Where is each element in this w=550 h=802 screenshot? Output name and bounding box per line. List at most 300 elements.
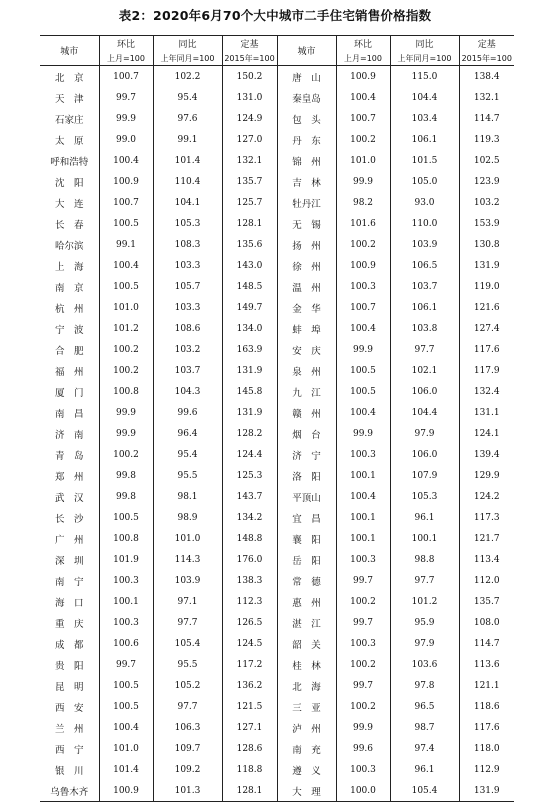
cell-yoy-right: 97.9 <box>390 633 459 654</box>
cell-city-left: 南 京 <box>40 276 99 297</box>
cell-base-left: 143.7 <box>222 486 277 507</box>
cell-mom-right: 99.9 <box>336 423 390 444</box>
cell-base-left: 138.3 <box>222 570 277 591</box>
cell-base-right: 117.3 <box>473 512 500 523</box>
cell-yoy-right: 101.2 <box>390 591 459 612</box>
cell-mom-left: 99.7 <box>99 654 153 675</box>
cell-yoy-left: 102.2 <box>153 66 222 88</box>
cell-yoy-left: 97.7 <box>153 696 222 717</box>
cell-base-left: 127.1 <box>222 717 277 738</box>
cell-yoy-right: 106.0 <box>390 381 459 402</box>
cell-yoy-right: 101.5 <box>390 150 459 171</box>
table-row <box>40 612 514 633</box>
cell-city-left: 天 津 <box>40 87 99 108</box>
cell-base-left: 134.0 <box>222 318 277 339</box>
cell-mom-left: 100.3 <box>99 612 153 633</box>
cell-mom-left: 100.9 <box>99 171 153 192</box>
cell-base-left: 135.7 <box>222 171 277 192</box>
cell-city-right: 常 德 <box>277 570 336 591</box>
cell-base-right: 132.1 <box>473 92 500 103</box>
cell-city-right: 牡丹江 <box>277 192 336 213</box>
cell-base-right: 121.7 <box>473 533 500 544</box>
cell-base-right: 113.4 <box>473 554 500 565</box>
cell-yoy-left: 101.4 <box>153 150 222 171</box>
cell-city-right: 徐 州 <box>277 255 336 276</box>
table-row <box>40 381 514 402</box>
cell-yoy-right: 105.0 <box>390 171 459 192</box>
cell-city-left: 厦 门 <box>40 381 99 402</box>
cell-base-left: 127.0 <box>222 129 277 150</box>
cell-base-right: 124.2 <box>473 491 500 502</box>
header-yoy-left: 同比 <box>153 36 222 52</box>
cell-base-left: 117.2 <box>222 654 277 675</box>
cell-yoy-right: 106.0 <box>390 444 459 465</box>
cell-mom-left: 100.2 <box>99 444 153 465</box>
cell-base-right: 114.7 <box>473 638 500 649</box>
cell-city-left: 重 庆 <box>40 612 99 633</box>
cell-yoy-left: 108.6 <box>153 318 222 339</box>
cell-base-left: 131.9 <box>222 360 277 381</box>
cell-city-right: 蚌 埠 <box>277 318 336 339</box>
cell-mom-right: 100.3 <box>336 759 390 780</box>
cell-mom-left: 99.7 <box>99 87 153 108</box>
cell-base-right: 121.6 <box>473 302 500 313</box>
cell-yoy-right: 97.9 <box>390 423 459 444</box>
cell-yoy-left: 108.3 <box>153 234 222 255</box>
cell-yoy-right: 96.5 <box>390 696 459 717</box>
table-row <box>40 528 514 549</box>
table-row <box>40 213 514 234</box>
cell-city-left: 石家庄 <box>40 108 99 129</box>
cell-mom-left: 101.9 <box>99 549 153 570</box>
cell-base-right: 118.6 <box>473 701 500 712</box>
cell-mom-left: 100.5 <box>99 675 153 696</box>
cell-city-left: 哈尔滨 <box>40 234 99 255</box>
cell-mom-left: 100.5 <box>99 507 153 528</box>
cell-city-left: 北 京 <box>40 66 99 88</box>
cell-city-left: 长 沙 <box>40 507 99 528</box>
cell-base-left: 135.6 <box>222 234 277 255</box>
cell-yoy-left: 95.5 <box>153 465 222 486</box>
cell-base-left: 128.1 <box>222 213 277 234</box>
cell-mom-left: 99.9 <box>99 423 153 444</box>
cell-mom-left: 100.8 <box>99 381 153 402</box>
cell-base-left: 145.8 <box>222 381 277 402</box>
cell-mom-left: 100.8 <box>99 528 153 549</box>
price-index-table <box>40 35 514 802</box>
cell-city-right: 锦 州 <box>277 150 336 171</box>
cell-city-right: 北 海 <box>277 675 336 696</box>
table-row <box>40 318 514 339</box>
cell-yoy-right: 98.7 <box>390 717 459 738</box>
cell-base-right: 139.4 <box>473 449 500 460</box>
cell-yoy-right: 97.7 <box>390 570 459 591</box>
cell-city-right: 扬 州 <box>277 234 336 255</box>
cell-base-right: 103.2 <box>473 197 500 208</box>
cell-city-left: 西 宁 <box>40 738 99 759</box>
cell-city-right: 襄 阳 <box>277 528 336 549</box>
table-row <box>40 255 514 276</box>
cell-yoy-left: 110.4 <box>153 171 222 192</box>
cell-yoy-left: 104.3 <box>153 381 222 402</box>
cell-mom-right: 99.7 <box>336 612 390 633</box>
cell-city-right: 洛 阳 <box>277 465 336 486</box>
cell-base-left: 134.2 <box>222 507 277 528</box>
table-row <box>40 234 514 255</box>
cell-mom-right: 99.7 <box>336 570 390 591</box>
cell-base-right: 121.1 <box>473 680 500 691</box>
cell-base-left: 125.7 <box>222 192 277 213</box>
cell-base-left: 176.0 <box>222 549 277 570</box>
cell-yoy-left: 97.6 <box>153 108 222 129</box>
cell-mom-right: 100.7 <box>336 108 390 129</box>
cell-mom-left: 100.4 <box>99 150 153 171</box>
cell-yoy-left: 109.7 <box>153 738 222 759</box>
cell-yoy-left: 103.9 <box>153 570 222 591</box>
cell-city-left: 乌鲁木齐 <box>40 780 99 802</box>
cell-mom-right: 100.3 <box>336 444 390 465</box>
table-row <box>40 633 514 654</box>
cell-yoy-right: 100.1 <box>390 528 459 549</box>
cell-base-right: 138.4 <box>473 71 500 82</box>
cell-mom-left: 101.0 <box>99 297 153 318</box>
cell-city-right: 韶 关 <box>277 633 336 654</box>
cell-yoy-left: 101.0 <box>153 528 222 549</box>
table-row <box>40 66 514 88</box>
cell-mom-left: 100.2 <box>99 360 153 381</box>
header-base-sub-right: 2015年=100 <box>459 51 514 66</box>
cell-city-right: 岳 阳 <box>277 549 336 570</box>
table-row <box>40 780 514 802</box>
cell-city-left: 银 川 <box>40 759 99 780</box>
cell-city-right: 宜 昌 <box>277 507 336 528</box>
table-row <box>40 129 514 150</box>
header-yoy-sub-right: 上年同月=100 <box>390 51 459 66</box>
cell-yoy-right: 115.0 <box>390 66 459 88</box>
cell-yoy-right: 103.8 <box>390 318 459 339</box>
cell-city-left: 南 宁 <box>40 570 99 591</box>
cell-city-left: 贵 阳 <box>40 654 99 675</box>
cell-city-left: 成 都 <box>40 633 99 654</box>
cell-yoy-left: 98.9 <box>153 507 222 528</box>
cell-base-left: 132.1 <box>222 150 277 171</box>
cell-mom-right: 101.6 <box>336 213 390 234</box>
cell-yoy-right: 96.1 <box>390 507 459 528</box>
cell-base-right: 131.9 <box>473 260 500 271</box>
cell-city-left: 太 原 <box>40 129 99 150</box>
cell-base-left: 124.9 <box>222 108 277 129</box>
cell-city-left: 宁 波 <box>40 318 99 339</box>
cell-yoy-left: 105.4 <box>153 633 222 654</box>
table-row <box>40 360 514 381</box>
cell-city-left: 大 连 <box>40 192 99 213</box>
cell-city-right: 秦皇岛 <box>277 87 336 108</box>
cell-base-right: 118.0 <box>473 743 500 754</box>
cell-mom-left: 99.8 <box>99 465 153 486</box>
cell-yoy-right: 105.3 <box>390 486 459 507</box>
cell-yoy-left: 105.7 <box>153 276 222 297</box>
table-row <box>40 339 514 360</box>
header-base-sub-left: 2015年=100 <box>222 51 277 66</box>
table-row <box>40 297 514 318</box>
cell-yoy-left: 95.4 <box>153 444 222 465</box>
cell-city-left: 合 肥 <box>40 339 99 360</box>
cell-base-right: 131.9 <box>459 780 514 802</box>
cell-mom-right: 100.1 <box>336 528 390 549</box>
cell-base-right: 131.1 <box>473 407 500 418</box>
cell-city-right: 三 亚 <box>277 696 336 717</box>
cell-mom-left: 100.9 <box>99 780 153 802</box>
cell-mom-left: 99.1 <box>99 234 153 255</box>
cell-base-right: 153.9 <box>473 218 500 229</box>
cell-base-left: 131.0 <box>222 87 277 108</box>
cell-base-right: 135.7 <box>473 596 500 607</box>
cell-base-left: 149.7 <box>222 297 277 318</box>
cell-yoy-right: 107.9 <box>390 465 459 486</box>
cell-mom-right: 100.0 <box>336 780 390 802</box>
cell-city-left: 长 春 <box>40 213 99 234</box>
cell-city-right: 大 理 <box>277 780 336 802</box>
cell-yoy-left: 95.5 <box>153 654 222 675</box>
cell-city-right: 吉 林 <box>277 171 336 192</box>
cell-base-right: 130.8 <box>473 239 500 250</box>
table-row <box>40 738 514 759</box>
cell-base-left: 150.2 <box>222 66 277 88</box>
cell-yoy-right: 97.7 <box>390 339 459 360</box>
cell-city-left: 深 圳 <box>40 549 99 570</box>
header-city-left: 城市 <box>40 36 99 66</box>
table-row <box>40 402 514 423</box>
cell-mom-left: 100.5 <box>99 276 153 297</box>
cell-base-right: 112.0 <box>473 575 500 586</box>
table-row <box>40 171 514 192</box>
table-row <box>40 675 514 696</box>
cell-mom-right: 99.7 <box>336 675 390 696</box>
cell-mom-right: 100.4 <box>336 318 390 339</box>
cell-city-left: 济 南 <box>40 423 99 444</box>
table-row <box>40 591 514 612</box>
cell-city-right: 泸 州 <box>277 717 336 738</box>
cell-yoy-right: 103.7 <box>390 276 459 297</box>
cell-base-left: 125.3 <box>222 465 277 486</box>
cell-base-right: 117.6 <box>473 344 500 355</box>
cell-mom-right: 100.1 <box>336 507 390 528</box>
cell-mom-left: 100.1 <box>99 591 153 612</box>
cell-yoy-right: 110.0 <box>390 213 459 234</box>
cell-mom-left: 100.4 <box>99 717 153 738</box>
cell-yoy-right: 102.1 <box>390 360 459 381</box>
cell-yoy-left: 95.4 <box>153 87 222 108</box>
cell-mom-right: 100.2 <box>336 234 390 255</box>
cell-base-right: 129.9 <box>473 470 500 481</box>
cell-mom-left: 100.7 <box>99 192 153 213</box>
cell-city-left: 杭 州 <box>40 297 99 318</box>
cell-city-left: 武 汉 <box>40 486 99 507</box>
cell-yoy-right: 105.4 <box>390 780 459 802</box>
cell-city-right: 泉 州 <box>277 360 336 381</box>
cell-yoy-left: 109.2 <box>153 759 222 780</box>
cell-yoy-right: 104.4 <box>390 87 459 108</box>
table-row <box>40 423 514 444</box>
cell-mom-right: 100.7 <box>336 297 390 318</box>
cell-mom-left: 99.8 <box>99 486 153 507</box>
cell-base-left: 126.5 <box>222 612 277 633</box>
cell-yoy-left: 103.2 <box>153 339 222 360</box>
cell-base-left: 112.3 <box>222 591 277 612</box>
cell-city-left: 上 海 <box>40 255 99 276</box>
cell-yoy-left: 106.3 <box>153 717 222 738</box>
table-row <box>40 192 514 213</box>
cell-city-right: 温 州 <box>277 276 336 297</box>
cell-yoy-right: 104.4 <box>390 402 459 423</box>
cell-base-left: 128.1 <box>222 780 277 802</box>
cell-city-right: 遵 义 <box>277 759 336 780</box>
table-row <box>40 507 514 528</box>
cell-base-left: 128.6 <box>222 738 277 759</box>
cell-mom-right: 99.9 <box>336 717 390 738</box>
header-yoy-sub-left: 上年同月=100 <box>153 51 222 66</box>
cell-mom-left: 101.2 <box>99 318 153 339</box>
cell-mom-left: 99.0 <box>99 129 153 150</box>
cell-base-left: 163.9 <box>222 339 277 360</box>
cell-mom-right: 100.4 <box>336 87 390 108</box>
cell-city-right: 南 充 <box>277 738 336 759</box>
cell-base-left: 148.5 <box>222 276 277 297</box>
cell-yoy-right: 98.8 <box>390 549 459 570</box>
header-city-right: 城市 <box>277 36 336 66</box>
cell-mom-right: 100.2 <box>336 129 390 150</box>
cell-mom-right: 100.1 <box>336 465 390 486</box>
cell-city-left: 海 口 <box>40 591 99 612</box>
cell-mom-right: 100.2 <box>336 696 390 717</box>
cell-city-left: 呼和浩特 <box>40 150 99 171</box>
cell-city-left: 兰 州 <box>40 717 99 738</box>
cell-yoy-left: 103.7 <box>153 360 222 381</box>
cell-mom-left: 100.3 <box>99 570 153 591</box>
cell-yoy-right: 103.4 <box>390 108 459 129</box>
cell-base-right: 114.7 <box>473 113 500 124</box>
cell-base-right: 132.4 <box>473 386 500 397</box>
cell-mom-right: 100.9 <box>336 255 390 276</box>
cell-base-right: 119.3 <box>473 134 500 145</box>
cell-yoy-right: 97.4 <box>390 738 459 759</box>
table-row <box>40 717 514 738</box>
cell-base-left: 143.0 <box>222 255 277 276</box>
cell-city-left: 昆 明 <box>40 675 99 696</box>
cell-yoy-left: 99.6 <box>153 402 222 423</box>
cell-yoy-right: 106.1 <box>390 129 459 150</box>
header-mom-sub-right: 上月=100 <box>336 51 390 66</box>
cell-base-right: 117.6 <box>473 722 500 733</box>
cell-yoy-left: 96.4 <box>153 423 222 444</box>
table-row <box>40 486 514 507</box>
table-row <box>40 444 514 465</box>
cell-mom-right: 100.3 <box>336 549 390 570</box>
table-row <box>40 654 514 675</box>
cell-mom-left: 101.4 <box>99 759 153 780</box>
cell-mom-right: 100.9 <box>336 66 390 88</box>
cell-city-right: 丹 东 <box>277 129 336 150</box>
cell-mom-right: 99.9 <box>336 339 390 360</box>
cell-city-right: 唐 山 <box>277 66 336 88</box>
cell-mom-right: 101.0 <box>336 150 390 171</box>
cell-yoy-right: 95.9 <box>390 612 459 633</box>
cell-mom-right: 99.9 <box>336 171 390 192</box>
cell-base-right: 124.1 <box>473 428 500 439</box>
table-title: 表2：2020年6月70个大中城市二手住宅销售价格指数 <box>118 8 432 23</box>
cell-yoy-left: 103.3 <box>153 255 222 276</box>
cell-yoy-left: 114.3 <box>153 549 222 570</box>
cell-base-right: 119.0 <box>473 281 500 292</box>
cell-mom-left: 99.9 <box>99 402 153 423</box>
header-yoy-right: 同比 <box>390 36 459 52</box>
cell-base-right: 127.4 <box>473 323 500 334</box>
header-mom-sub-left: 上月=100 <box>99 51 153 66</box>
cell-yoy-left: 97.1 <box>153 591 222 612</box>
cell-mom-left: 100.4 <box>99 255 153 276</box>
cell-mom-right: 99.6 <box>336 738 390 759</box>
cell-city-left: 广 州 <box>40 528 99 549</box>
cell-city-left: 南 昌 <box>40 402 99 423</box>
cell-mom-left: 100.6 <box>99 633 153 654</box>
cell-base-right: 112.9 <box>473 764 500 775</box>
cell-mom-right: 100.2 <box>336 654 390 675</box>
cell-city-right: 济 宁 <box>277 444 336 465</box>
cell-city-right: 赣 州 <box>277 402 336 423</box>
cell-yoy-left: 104.1 <box>153 192 222 213</box>
cell-city-right: 平顶山 <box>277 486 336 507</box>
cell-mom-right: 98.2 <box>336 192 390 213</box>
cell-base-right: 117.9 <box>473 365 500 376</box>
cell-city-right: 包 头 <box>277 108 336 129</box>
cell-mom-right: 100.3 <box>336 276 390 297</box>
header-mom-right: 环比 <box>336 36 390 52</box>
cell-city-right: 安 庆 <box>277 339 336 360</box>
cell-mom-right: 100.3 <box>336 633 390 654</box>
cell-yoy-left: 97.7 <box>153 612 222 633</box>
cell-mom-right: 100.4 <box>336 486 390 507</box>
header-mom-left: 环比 <box>99 36 153 52</box>
cell-city-left: 沈 阳 <box>40 171 99 192</box>
header-base-right: 定基 <box>477 40 496 50</box>
cell-yoy-left: 98.1 <box>153 486 222 507</box>
cell-mom-right: 100.2 <box>336 591 390 612</box>
table-row <box>40 87 514 108</box>
cell-base-left: 121.5 <box>222 696 277 717</box>
table-row <box>40 549 514 570</box>
cell-city-right: 无 锡 <box>277 213 336 234</box>
header-base-left: 定基 <box>222 36 277 52</box>
cell-base-right: 108.0 <box>473 617 500 628</box>
cell-base-right: 113.6 <box>473 659 500 670</box>
cell-yoy-right: 96.1 <box>390 759 459 780</box>
table-row <box>40 108 514 129</box>
cell-base-left: 148.8 <box>222 528 277 549</box>
cell-city-right: 湛 江 <box>277 612 336 633</box>
table-row <box>40 465 514 486</box>
cell-mom-right: 100.4 <box>336 402 390 423</box>
cell-city-right: 金 华 <box>277 297 336 318</box>
table-row <box>40 570 514 591</box>
cell-yoy-left: 103.3 <box>153 297 222 318</box>
table-row <box>40 696 514 717</box>
cell-mom-right: 100.5 <box>336 381 390 402</box>
cell-base-left: 124.5 <box>222 633 277 654</box>
cell-mom-left: 100.7 <box>99 66 153 88</box>
cell-mom-left: 101.0 <box>99 738 153 759</box>
cell-mom-right: 100.5 <box>336 360 390 381</box>
cell-city-left: 西 安 <box>40 696 99 717</box>
